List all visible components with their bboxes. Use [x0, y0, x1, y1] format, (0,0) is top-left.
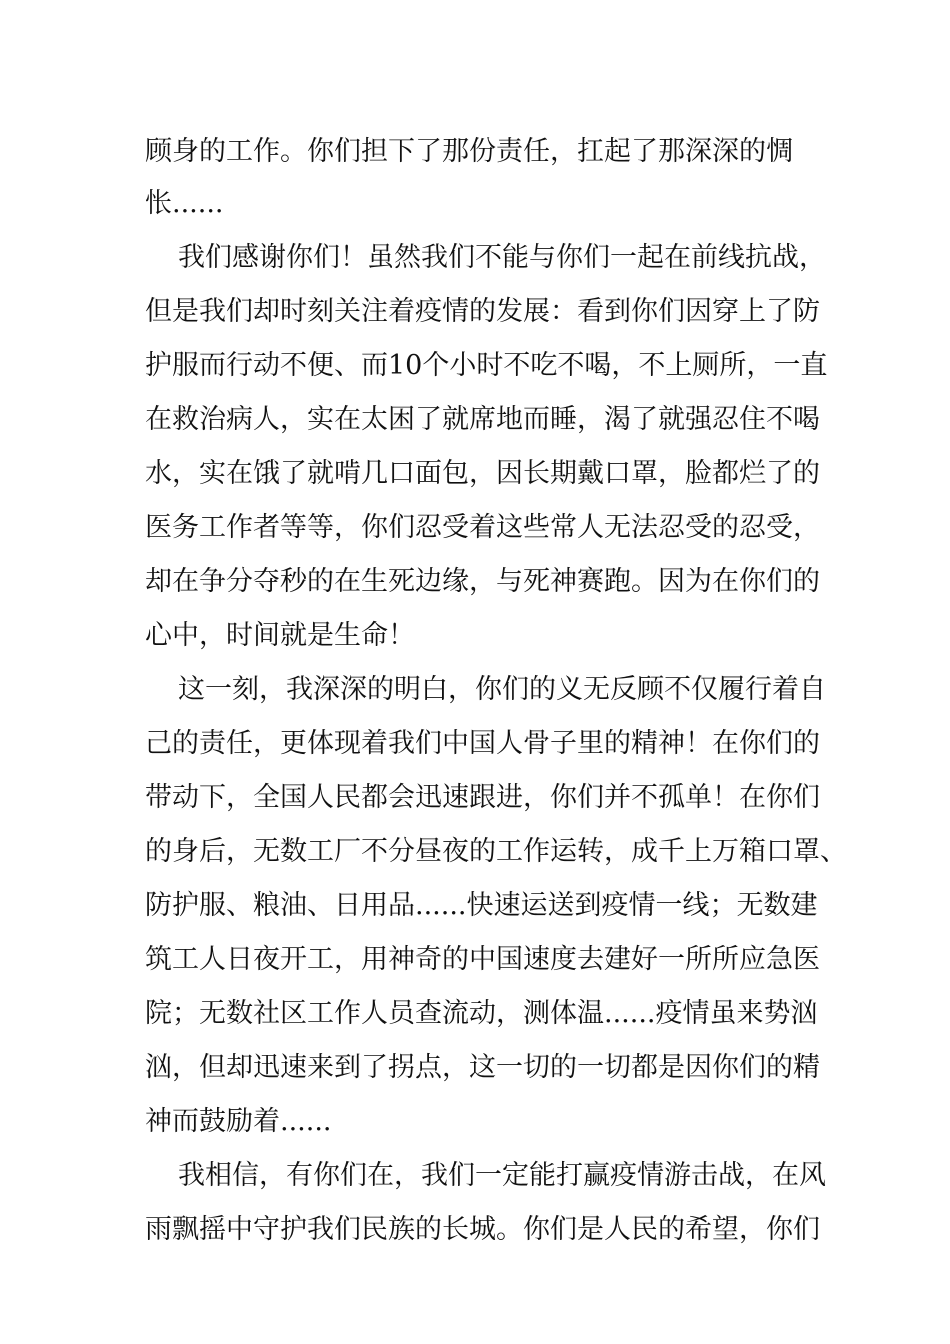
text-line: 院；无数社区工作人员查流动，测体温......疫情虽来势汹 [145, 998, 818, 1029]
text-line: 怅...... [145, 188, 224, 219]
text-line: 心中，时间就是生命！ [145, 620, 415, 651]
text-line: 护服而行动不便、而10个小时不吃不喝，不上厕所，一直 [145, 350, 828, 381]
text-line: 但是我们却时刻关注着疫情的发展：看到你们因穿上了防 [145, 296, 820, 327]
text-line: 雨飘摇中守护我们民族的长城。你们是人民的希望，你们 [145, 1214, 820, 1245]
text-line: 水，实在饿了就啃几口面包，因长期戴口罩，脸都烂了的 [145, 458, 820, 489]
paragraph-first-line: 我们感谢你们！虽然我们不能与你们一起在前线抗战， [178, 242, 826, 273]
text-line: 汹，但却迅速来到了拐点，这一切的一切都是因你们的精 [145, 1052, 820, 1083]
text-line: 带动下，全国人民都会迅速跟进，你们并不孤单！在你们 [145, 782, 820, 813]
text-line: 防护服、粮油、日用品......快速运送到疫情一线；无数建 [145, 890, 818, 921]
text-line: 在救治病人，实在太困了就席地而睡，渴了就强忍住不喝 [145, 404, 820, 435]
text-line: 神而鼓励着...... [145, 1106, 332, 1137]
text-line: 医务工作者等等，你们忍受着这些常人无法忍受的忍受， [145, 512, 820, 543]
paragraph-first-line: 这一刻，我深深的明白，你们的义无反顾不仅履行着自 [178, 674, 826, 705]
text-line: 的身后，无数工厂不分昼夜的工作运转，成千上万箱口罩、 [145, 836, 847, 867]
text-line: 却在争分夺秒的在生死边缘，与死神赛跑。因为在你们的 [145, 566, 820, 597]
text-line: 己的责任，更体现着我们中国人骨子里的精神！在你们的 [145, 728, 820, 759]
paragraph-first-line: 我相信，有你们在，我们一定能打赢疫情游击战，在风 [178, 1160, 826, 1191]
text-line: 筑工人日夜开工，用神奇的中国速度去建好一所所应急医 [145, 944, 820, 975]
text-line: 顾身的工作。你们担下了那份责任，扛起了那深深的惆 [145, 136, 793, 167]
